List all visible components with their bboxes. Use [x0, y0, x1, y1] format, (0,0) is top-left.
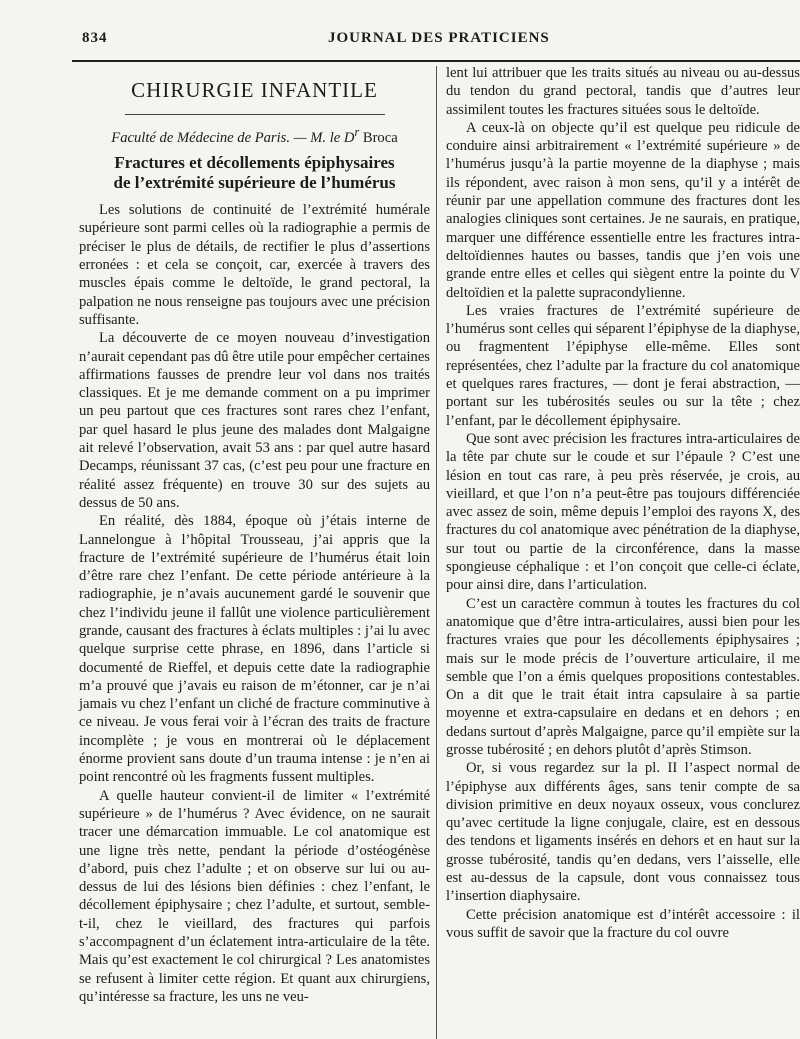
paragraph: A quelle hauteur convient-il de limiter « l’extrémité supérieure » de l’humérus ? Avec évidence, on ne saurait tracer une démarcation immuable. Le col anatomique est une ligne très nette, pendant la période d’ostéogénèse d’abord, puis chez l’adulte ; et on observe sur lui ou au-dessus de lui des lésions bien définies : chez l’enfant, le décollement épiphysaire ; chez l’adulte, et surtout, semble-t-il, chez le vieillard, des fractures qui parfois s’accompagnent d’un éclatement intra-articulaire de la tête. Mais qu’est exactement le col chirurgical ? Les anatomistes se refusent à limiter cette région. Et quant aux chirurgiens, qu’intéresse sa fracture, les uns ne veu- — [79, 787, 430, 1005]
paragraph: C’est un caractère commun à toutes les fractures du col anatomique que d’être intra-articulaires, aussi bien pour les fractures vraies que pour les décollements épiphysaires ; mais sur le mode précis de l’ouverture articulaire, il me semble que l’on a émis quelques propositions contestables. On a dit que le trait était intra capsulaire à sa partie moyenne et extra-capsulaire en dedans et en dehors ; en dedans surtout d’après Malgaigne, parce qu’il empiète sur la grosse tubérosité ; en dehors plutôt d’après Stimson. — [446, 595, 800, 758]
section-rule — [125, 114, 385, 115]
source-line — [79, 123, 430, 147]
article-title — [79, 153, 430, 193]
journal-title: JOURNAL DES PRATICIENS — [328, 30, 550, 46]
article-title-line-2: de l’extrémité supérieure de l’humérus — [113, 173, 396, 193]
source-sup: r — [354, 125, 360, 139]
section-title: CHIRURGIE INFANTILE — [131, 78, 378, 102]
paragraph: La découverte de ce moyen nouveau d’investigation n’aurait cependant pas dû être utile pour empêcher certaines affirmations fausses de prendre leur vol dans nos traités classiques. Et je me demande comment on a pu imprimer un peu partout que ces fractures sont rares chez l’enfant, par quel hasard le plus jeune des malades dont Malgaigne ait relevé l’observation, avait 53 ans : par quel autre hasard Decamps, réunissant 37 cas, (c’est peu pour une fracture en réalité assez fréquente) en trouve 30 sur des sujets au dessus de 50 ans. — [79, 330, 430, 511]
column-divider — [436, 66, 437, 1039]
paragraph: Les solutions de continuité de l’extrémité humérale supérieure sont parmi celles où la radiographie a permis de préciser le plus de détails, de rectifier le plus d’assertions erronées : et cela se conçoit, car, exercée à travers des muscles épais comme le deltoïde, le grand pectoral, la palpation ne nous renseigne pas toujours avec une précision suffisante. — [79, 202, 430, 328]
paragraph: Cette précision anatomique est d’intérêt accessoire : il vous suffit de savoir que la fracture du col ouvre — [446, 906, 800, 941]
source-author: Broca — [359, 129, 398, 146]
right-column — [446, 64, 800, 942]
paragraph-continued: lent lui attribuer que les traits situés au niveau ou au-dessus du tendon du grand pectoral, tandis que d’autres leur assimilent toutes les fractures situées sous le deltoïde. — [446, 65, 800, 118]
source-prefix: Faculté de Médecine de Paris. — M. le D — [111, 129, 355, 146]
paragraph: Or, si vous regardez sur la pl. II l’aspect normal de l’épiphyse aux différents âges, sans tenir compte de sa division primitive en deux noyaux osseux, vous conclurez qu’avec certitude la ligne conjugale, claire, est en dessous des tendons et ligaments insérés en dehors et en haut sur la grosse tubérosité, tandis qu’en dedans, vers l’aisselle, elle est au-dessus de la capsule, dont vous connaissez tous l’insertion diaphysaire. — [446, 760, 800, 905]
running-head — [82, 30, 800, 52]
paragraph: Les vraies fractures de l’extrémité supérieure de l’humérus sont celles qui séparent l’épiphyse de la diaphyse, ou fragmentent l’épiphyse elle-même. Elles sont représentées, chez l’adulte par la fracture du col anatomique et quelques rares fractures, — dont je ferai abstraction, — portant sur les tubérosités seules ou sur la tête ; chez l’enfant, par le décollement épiphysaire. — [446, 302, 800, 429]
paragraph: A ceux-là on objecte qu’il est quelque peu ridicule de conduire ainsi arbitrairement « l’extrémité supérieure » de l’humérus jusqu’à la partie moyenne de la diaphyse ; mais ils répondent, avec raison à mon sens, qu’il y a intérêt de réunir par une appellation commune des fractures dont les analogies cliniques sont certaines. Je ne saurais, en pratique, marquer une différence essentielle entre les fractures intra-deltoïdiennes hautes ou basses, tandis que j’en vois une grande entre elles et celles qui siègent entre la pointe du V deltoïdien et la palette supracondylienne. — [446, 119, 800, 301]
left-column — [79, 64, 430, 1006]
article-title-line-1: Fractures et décollements épiphysaires — [114, 153, 395, 173]
paragraph: En réalité, dès 1884, époque où j’étais interne de Lannelongue à l’hôpital Trousseau, j’ai appris que la fracture de l’extrémité supérieure de l’humérus était loin d’être rare chez l’enfant. De cette période antérieure à la radiographie, je n’avais aucunement gardé le souvenir que chez l’individu jeune il fallût une violence particulièrement grande, causant des fractures à éclats multiples : j’ai lu avec quelque surprise cette phrase, en 1896, dans l’article si documenté de Rieffel, et depuis cette date la radiographie m’a prouvé que j’avais eu raison de m’étonner, car je n’ai jamais vu chez l’enfant un cliché de fracture comminutive à ce niveau. Je vous ferai voir à l’écran des traits de fracture incomplète ; je vous en montrerai où le déplacement énorme provient sans doute d’un trauma intense : je n’en ai point rencontré où les fragments fussent multiples. — [79, 513, 430, 786]
paragraph: Que sont avec précision les fractures intra-articulaires de la tête par chute sur le coude et sur l’épaule ? C’est une lésion en tout cas rare, à peu près réservée, je crois, au vieillard, et que l’on n’a peut-être pas toujours différenciée avec assez de soin, même depuis l’emploi des rayons X, des fractures du col anatomique avec pénétration de la diaphyse, sur tout ou partie de la circonférence, dans la masse spongieuse céphalique : et l’on conçoit que celle-ci éclate, pour ainsi dire, dans l’articulation. — [446, 430, 800, 594]
header-rule — [72, 60, 800, 62]
page-number: 834 — [82, 30, 108, 46]
